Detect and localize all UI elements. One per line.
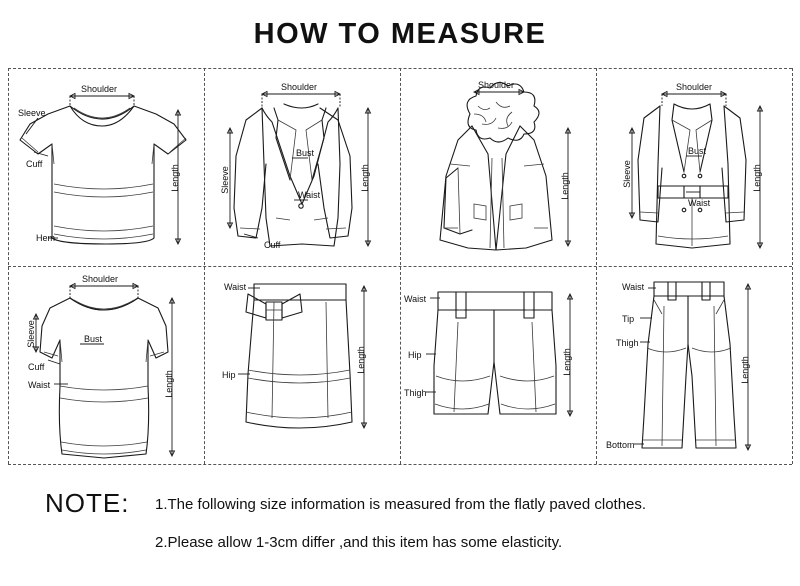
label-length: Length: [164, 370, 174, 398]
label-bust: Bust: [84, 334, 103, 344]
label-hip: Hip: [222, 370, 236, 380]
label-sleeve: Sleeve: [26, 320, 36, 348]
note-line-2: 2.Please allow 1-3cm differ ,and this item has some elasticity.: [155, 534, 563, 551]
figure-fur-coat: [400, 68, 596, 266]
label-hip: Hip: [408, 350, 422, 360]
grid-divider-right: [792, 68, 793, 464]
figure-blazer: [204, 68, 400, 266]
label-bust: Bust: [296, 148, 315, 158]
label-cuff: Cuff: [28, 362, 45, 372]
label-cuff: Cuff: [26, 159, 43, 169]
label-length: Length: [560, 172, 570, 200]
label-hem: Hem: [36, 233, 56, 243]
page-title: HOW TO MEASURE: [253, 18, 547, 50]
label-length: Length: [752, 164, 762, 192]
label-bust: Bust: [688, 146, 707, 156]
label-waist: Waist: [224, 282, 247, 292]
note-label: NOTE:: [45, 488, 130, 518]
figure-dress: [8, 266, 204, 464]
label-length: Length: [562, 348, 572, 376]
label-waist: Waist: [688, 198, 711, 208]
label-waist: Waist: [28, 380, 51, 390]
label-length: Length: [356, 346, 366, 374]
figure-skirt: [204, 266, 400, 464]
label-waist: Waist: [298, 190, 321, 200]
figure-grid: [8, 68, 792, 464]
label-shoulder: Shoulder: [82, 274, 119, 284]
figure-pants: [596, 266, 792, 464]
label-tip: Tip: [622, 314, 635, 324]
label-sleeve: Sleeve: [220, 166, 230, 194]
label-shoulder: Shoulder: [81, 84, 118, 94]
label-bottom: Bottom: [606, 440, 635, 450]
label-thigh: Thigh: [616, 338, 639, 348]
label-shoulder: Shoulder: [478, 80, 515, 90]
label-cuff: Cuff: [264, 240, 281, 250]
grid-divider-bottom: [8, 464, 792, 465]
label-shoulder: Shoulder: [676, 82, 713, 92]
label-sleeve: Sleeve: [622, 160, 632, 188]
label-length: Length: [740, 356, 750, 384]
label-thigh: Thigh: [404, 388, 427, 398]
figure-trench-coat: [596, 68, 792, 266]
label-waist: Waist: [404, 294, 427, 304]
label-waist: Waist: [622, 282, 645, 292]
label-shoulder: Shoulder: [281, 82, 318, 92]
figure-shorts: [400, 266, 596, 464]
label-sleeve: Sleeve: [18, 108, 46, 118]
label-length: Length: [360, 164, 370, 192]
label-length: Length: [170, 164, 180, 192]
figure-tshirt: [8, 68, 204, 266]
note-line-1: 1.The following size information is measured from the flatly paved clothes.: [155, 496, 647, 513]
